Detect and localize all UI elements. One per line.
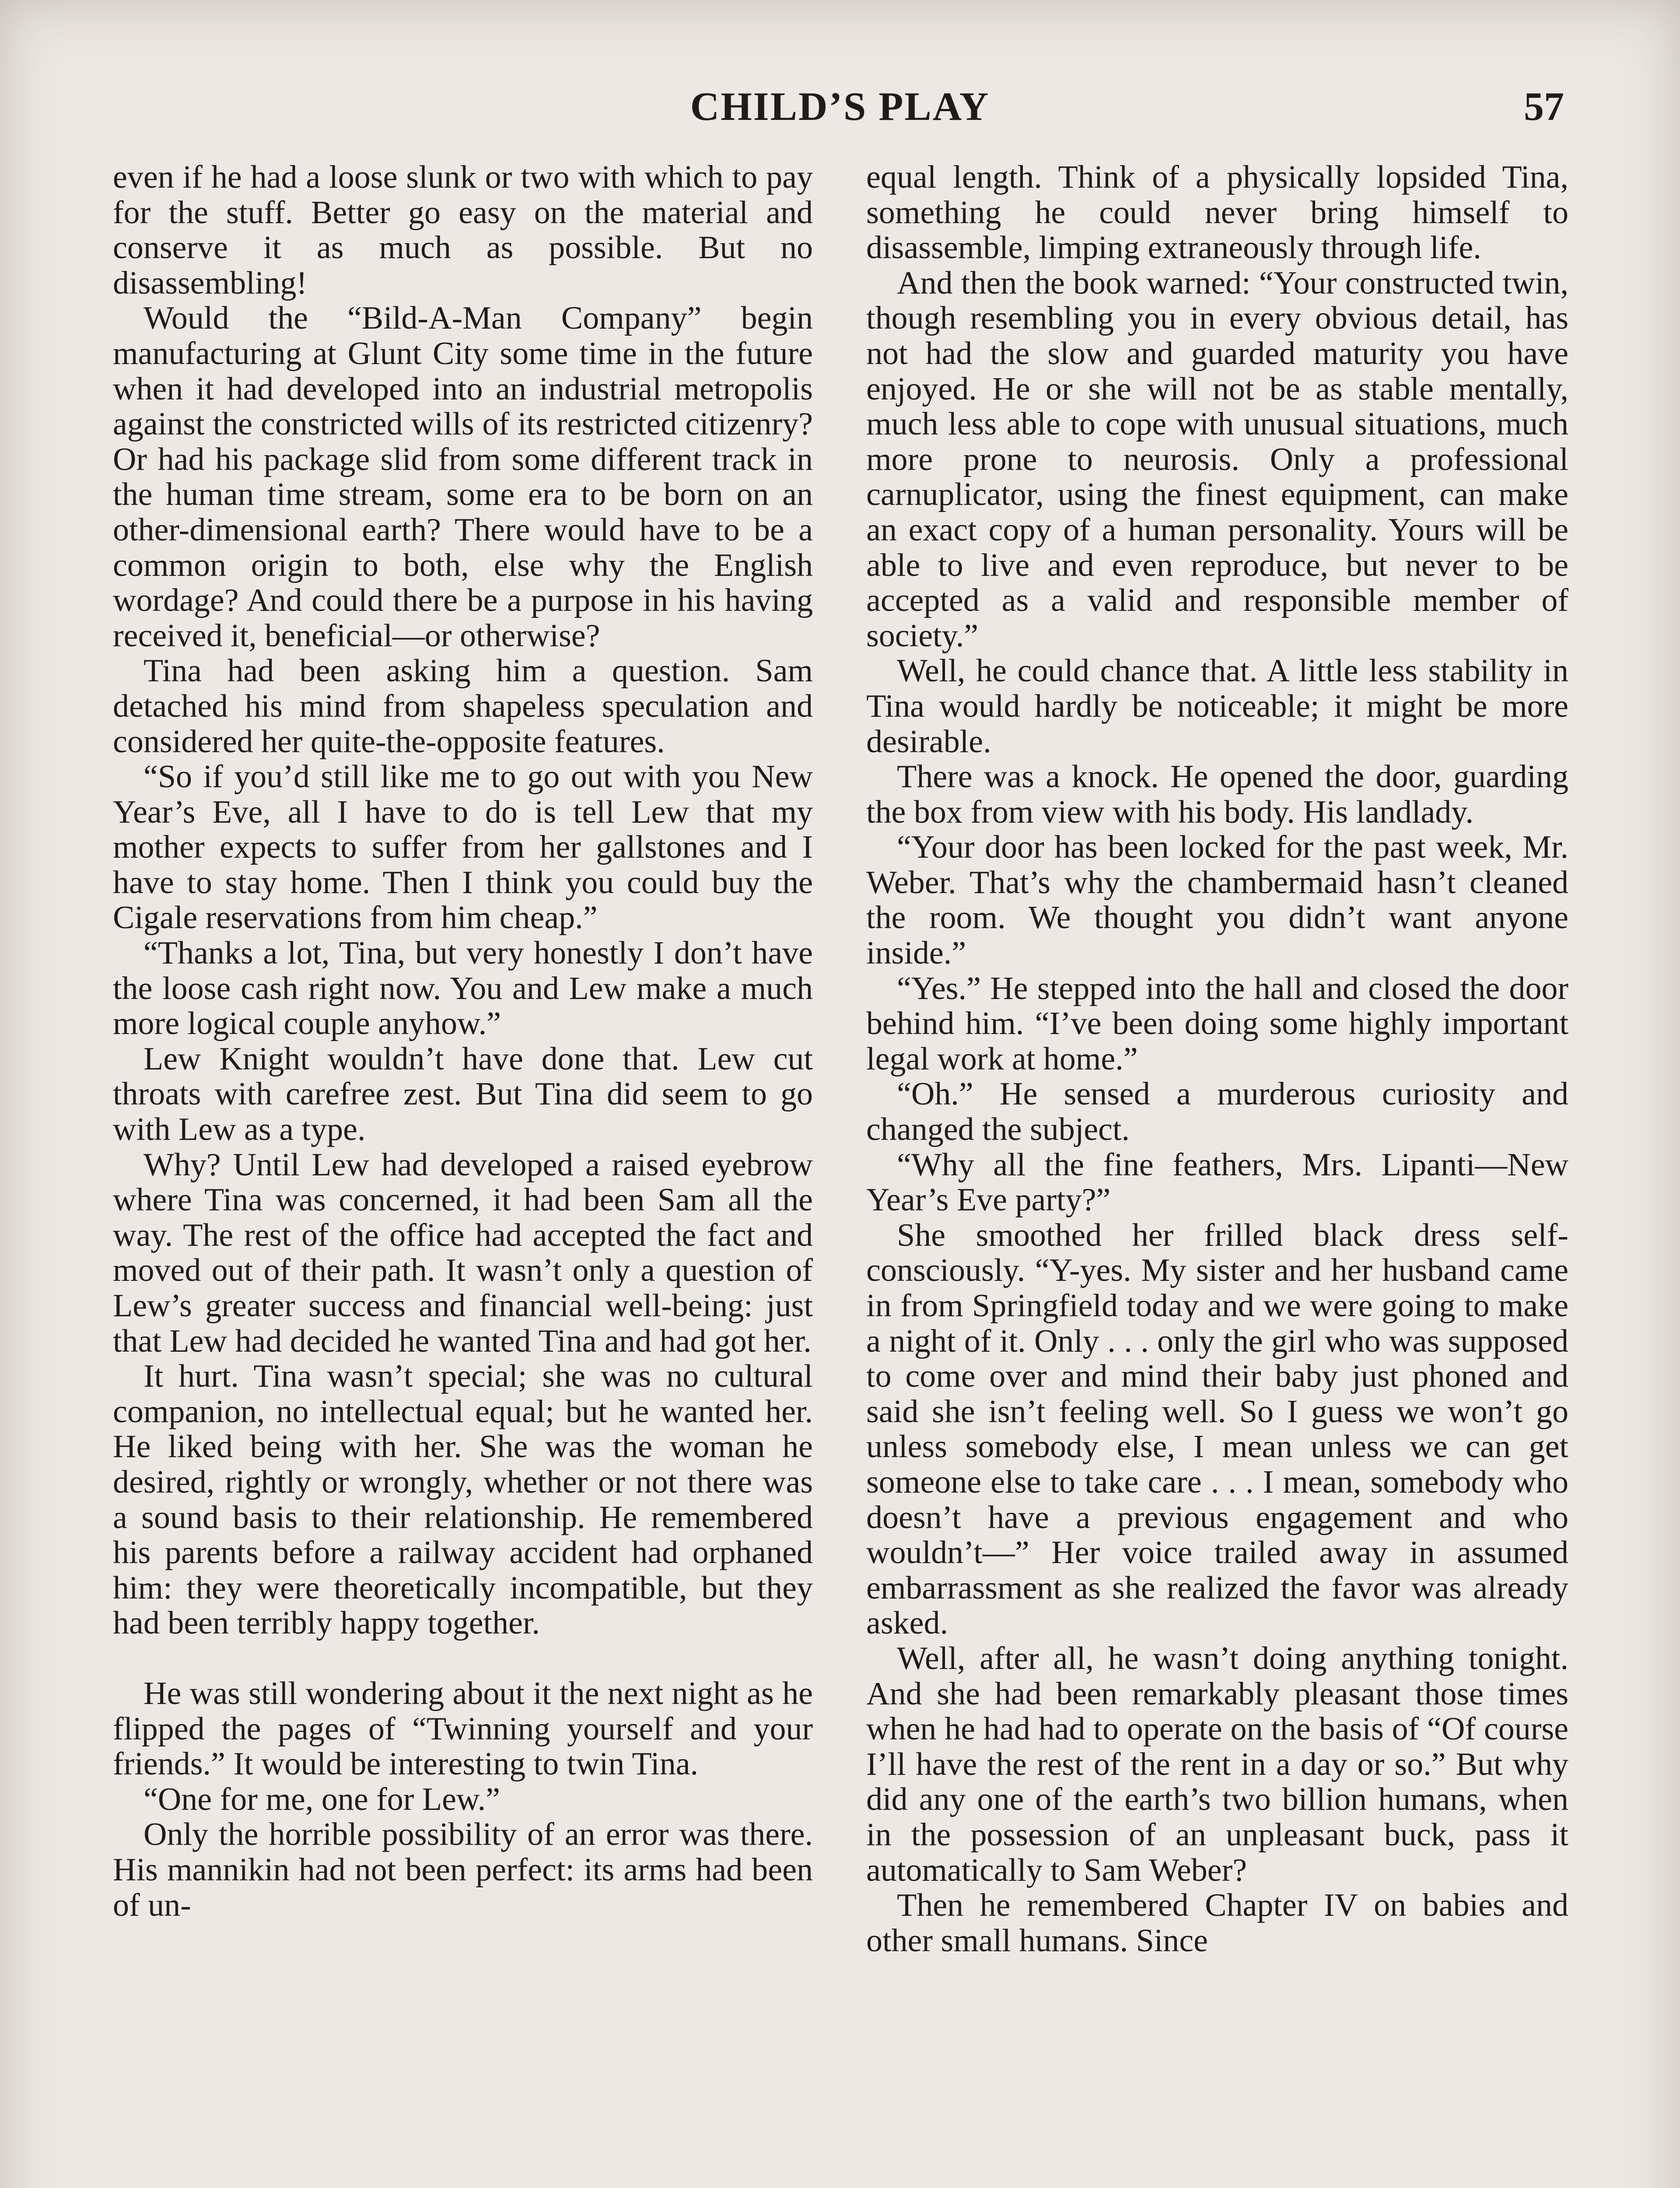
paragraph: Well, he could chance that. A little less stability in Tina would hardly be noticeable; it might be more desirable. [866,653,1568,760]
paragraph: It hurt. Tina wasn’t special; she was no cultural companion, no intellectual equal; but he wanted her. He liked being with her. She was the woman he desired, rightly or wrongly, whether or not there was a sound basis to their relationship. He remembered his parents before a railway accident had orphaned him: they were theoretically incompatible, but they had been terribly happy together. [113,1358,813,1641]
left-column [113,160,813,1923]
paragraph: And then the book warned: “Your constructed twin, though resembling you in every obvious detail, has not had the slow and guarded maturity you have enjoyed. He or she will not be as stable mentally, much less able to cope with unusual situations, much more prone to neurosis. Only a professional carnuplicator, using the finest equipment, can make an exact copy of a human personality. Yours will be able to live and even reproduce, but never to be accepted as a valid and responsible member of society.” [866,265,1568,654]
paragraph: Why? Until Lew had developed a raised eyebrow where Tina was concerned, it had been Sam all the way. The rest of the office had accepted the fact and moved out of their path. It wasn’t only a question of Lew’s greater success and financial well-being: just that Lew had decided he wanted Tina and had got her. [113,1147,813,1359]
paragraph: “Why all the fine feathers, Mrs. Lipanti—New Year’s Eve party?” [866,1147,1568,1218]
paragraph: “One for me, one for Lew.” [144,1781,500,1817]
paragraph: “Yes.” He stepped into the hall and closed the door behind him. “I’ve been doing some highly important legal work at home.” [866,970,1568,1077]
page-number: 57 [1524,84,1564,129]
paragraph: “Thanks a lot, Tina, but very honestly I don’t have the loose cash right now. You and Lew make a much more logical couple anyhow.” [113,935,813,1042]
paragraph: equal length. Think of a physically lopsided Tina, something he could never bring himself to disassemble, limping extraneously through life. [866,159,1568,266]
running-header [0,83,1680,144]
paragraph: Only the horrible possibility of an error was there. His mannikin had not been perfect: its arms had been of un- [113,1816,813,1923]
right-column [866,160,1568,1958]
paragraph: She smoothed her frilled black dress self-consciously. “Y-yes. My sister and her husband came in from Springfield today and we were going to make a night of it. Only . . . only the girl who was supposed to come over and mind their baby just phoned and said she isn’t feeling well. So I guess we won’t go unless somebody else, I mean unless we can get someone else to take care . . . I mean, somebody who doesn’t have a previous engagement and who wouldn’t—” Her voice trailed away in assumed embarrassment as she realized the favor was already asked. [866,1217,1568,1641]
paragraph: There was a knock. He opened the door, guarding the box from view with his body. His landlady. [866,759,1568,830]
paragraph: “So if you’d still like me to go out with you New Year’s Eve, all I have to do is tell Lew that my mother expects to suffer from her gallstones and I have to stay home. Then I think you could buy the Cigale reservations from him cheap.” [113,759,813,936]
paragraph: Lew Knight wouldn’t have done that. Lew cut throats with carefree zest. But Tina did seem to go with Lew as a type. [113,1041,813,1148]
paragraph: even if he had a loose slunk or two with which to pay for the stuff. Better go easy on the material and conserve it as much as possible. But no disassembling! [113,159,813,301]
paragraph: Well, after all, he wasn’t doing anything tonight. And she had been remarkably pleasant those times when he had had to operate on the basis of “Of course I’ll have the rest of the rent in a day or so.” But why did any one of the earth’s two billion humans, when in the possession of an unpleasant buck, pass it automatically to Sam Weber? [866,1640,1568,1888]
paragraph: “Oh.” He sensed a murderous curiosity and changed the subject. [866,1076,1568,1148]
paragraph: Tina had been asking him a question. Sam detached his mind from shapeless speculation and considered her quite-the-opposite features. [113,653,813,760]
chapter-title: CHILD’S PLAY [690,84,990,129]
paragraph: He was still wondering about it the next night as he flipped the pages of “Twinning yourself and your friends.” It would be interesting to twin Tina. [113,1675,813,1782]
paragraph: “Your door has been locked for the past week, Mr. Weber. That’s why the chambermaid hasn’t cleaned the room. We thought you didn’t want anyone inside.” [866,829,1568,971]
paragraph: Then he remembered Chapter IV on babies and other small humans. Since [866,1887,1568,1959]
paragraph: Would the “Bild-A-Man Company” begin manufacturing at Glunt City some time in the future when it had developed into an industrial metropolis against the constricted wills of its restricted citizenry? Or had his package slid from some different track in the human time stream, some era to be born on an other-dimensional earth? There would have to be a common origin to both, else why the English wordage? And could there be a purpose in his having received it, beneficial—or otherwise? [113,300,813,654]
